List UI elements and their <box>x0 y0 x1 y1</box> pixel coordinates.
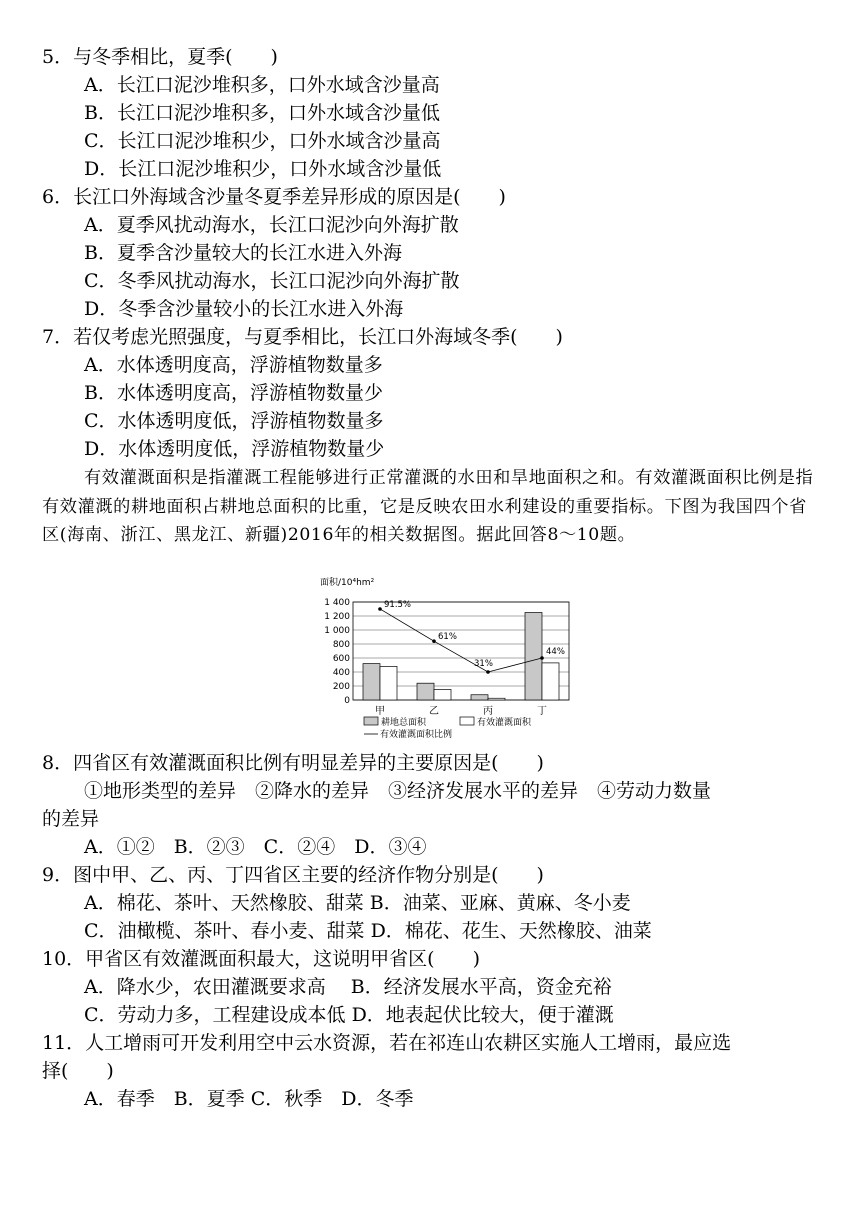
x-axis-labels <box>375 705 547 717</box>
question-8-items: ①地形类型的差异 ②降水的差异 ③经济发展水平的差异 ④劳动力数量 <box>84 780 712 802</box>
question-5-option-d: D．长江口泥沙堆积少，口外水域含沙量低 <box>84 158 442 180</box>
question-7-option-a: A．水体透明度高，浮游植物数量多 <box>84 354 383 376</box>
bar-effective-area <box>434 690 451 701</box>
x-tick-label: 丙 <box>483 706 493 717</box>
question-10-stem: 10．甲省区有效灌溉面积最大，这说明甲省区( ) <box>42 948 481 970</box>
ratio-point <box>540 656 544 660</box>
x-tick-label: 丁 <box>537 706 547 717</box>
question-8-items-cont: 的差异 <box>42 808 100 830</box>
irrigation-chart <box>312 575 574 743</box>
ratio-label: 61% <box>438 632 457 643</box>
ratio-label: 31% <box>474 659 493 669</box>
legend-swatch-effective <box>460 717 474 725</box>
bar-effective-area <box>542 663 559 700</box>
y-tick-label: 600 <box>332 654 350 664</box>
question-6-stem: 6．长江口外海域含沙量冬夏季差异形成的原因是( ) <box>42 186 506 208</box>
y-tick-label: 1 200 <box>324 612 350 622</box>
question-8-options: A．①② B．②③ C．②④ D．③④ <box>84 836 427 858</box>
bar-total-area <box>525 613 542 701</box>
passage <box>0 464 820 550</box>
question-7-stem: 7．若仅考虑光照强度，与夏季相比，长江口外海域冬季( ) <box>42 326 563 348</box>
y-tick-label: 200 <box>332 682 350 692</box>
legend-swatch-total <box>364 717 378 725</box>
legend-ratio: 有效灌溉面积比例 <box>380 730 453 740</box>
question-8-stem: 8．四省区有效灌溉面积比例有明显差异的主要原因是( ) <box>42 752 544 774</box>
question-10-options-ab: A．降水少，农田灌溉要求高 B．经济发展水平高，资金充裕 <box>84 976 612 998</box>
question-6-option-c: C．冬季风扰动海水，长江口泥沙向外海扩散 <box>84 270 460 292</box>
question-5-stem: 5．与冬季相比，夏季( ) <box>42 46 278 68</box>
ratio-label: 91.5% <box>384 600 412 610</box>
bar-effective-area <box>488 698 505 700</box>
y-tick-label: 1 400 <box>324 598 350 608</box>
question-7-option-c: C．水体透明度低，浮游植物数量多 <box>84 410 384 432</box>
bar-total-area <box>417 683 434 700</box>
question-10-options-cd: C．劳动力多，工程建设成本低 D．地表起伏比较大，便于灌溉 <box>84 1004 614 1026</box>
question-7-option-d: D．水体透明度低，浮游植物数量少 <box>84 438 385 460</box>
question-11-stem-cont: 择( ) <box>42 1060 114 1082</box>
question-5-option-b: B．长江口泥沙堆积多，口外水域含沙量低 <box>84 102 440 124</box>
bar-effective-area <box>380 666 397 700</box>
passage-text: 有效灌溉面积是指灌溉工程能够进行正常灌溉的水田和旱地面积之和。有效灌溉面积比例是指有效灌溉的耕地面积占耕地总面积的比重，它是反映农田水利建设的重要指标。下图为我国四个省区(海南、浙江、黑龙江、新疆)2016年的相关数据图。据此回答8～10题。 <box>42 468 814 545</box>
question-9-options-ab: A．棉花、茶叶、天然橡胶、甜菜 B．油菜、亚麻、黄麻、冬小麦 <box>84 892 631 914</box>
legend-total: 耕地总面积 <box>381 718 427 728</box>
y-tick-label: 400 <box>332 668 350 678</box>
question-11-stem: 11．人工增雨可开发利用空中云水资源，若在祁连山农耕区实施人工增雨，最应选 <box>42 1032 732 1054</box>
question-11-options: A．春季 B．夏季 C．秋季 D．冬季 <box>84 1088 414 1110</box>
chart-legend <box>364 716 532 740</box>
question-9-options-cd: C．油橄榄、茶叶、春小麦、甜菜 D．棉花、花生、天然橡胶、油菜 <box>84 920 652 942</box>
ratio-label: 44% <box>546 647 565 657</box>
ratio-point <box>486 670 490 674</box>
question-9-stem: 9．图中甲、乙、丙、丁四省区主要的经济作物分别是( ) <box>42 864 544 886</box>
chart-ylabel: 面积/10⁴hm² <box>320 578 375 588</box>
question-5-option-a: A．长江口泥沙堆积多，口外水域含沙量高 <box>84 74 440 96</box>
x-tick-label: 乙 <box>429 706 439 717</box>
y-tick-label: 0 <box>344 696 350 706</box>
ratio-point <box>378 607 382 611</box>
question-6-option-a: A．夏季风扰动海水，长江口泥沙向外海扩散 <box>84 214 459 236</box>
ratio-point <box>432 639 436 643</box>
question-6-option-d: D．冬季含沙量较小的长江水进入外海 <box>84 298 404 320</box>
x-tick-label: 甲 <box>375 706 385 717</box>
y-tick-label: 800 <box>332 640 350 650</box>
ratio-polyline <box>380 609 542 672</box>
question-6-option-b: B．夏季含沙量较大的长江水进入外海 <box>84 242 402 264</box>
legend-effective: 有效灌溉面积 <box>477 718 532 728</box>
bar-total-area <box>471 695 488 700</box>
bar-total-area <box>363 664 380 700</box>
question-5-option-c: C．长江口泥沙堆积少，口外水域含沙量高 <box>84 130 441 152</box>
y-axis-ticks <box>324 598 350 706</box>
y-tick-label: 1 000 <box>324 626 350 636</box>
question-7-option-b: B．水体透明度高，浮游植物数量少 <box>84 382 383 404</box>
